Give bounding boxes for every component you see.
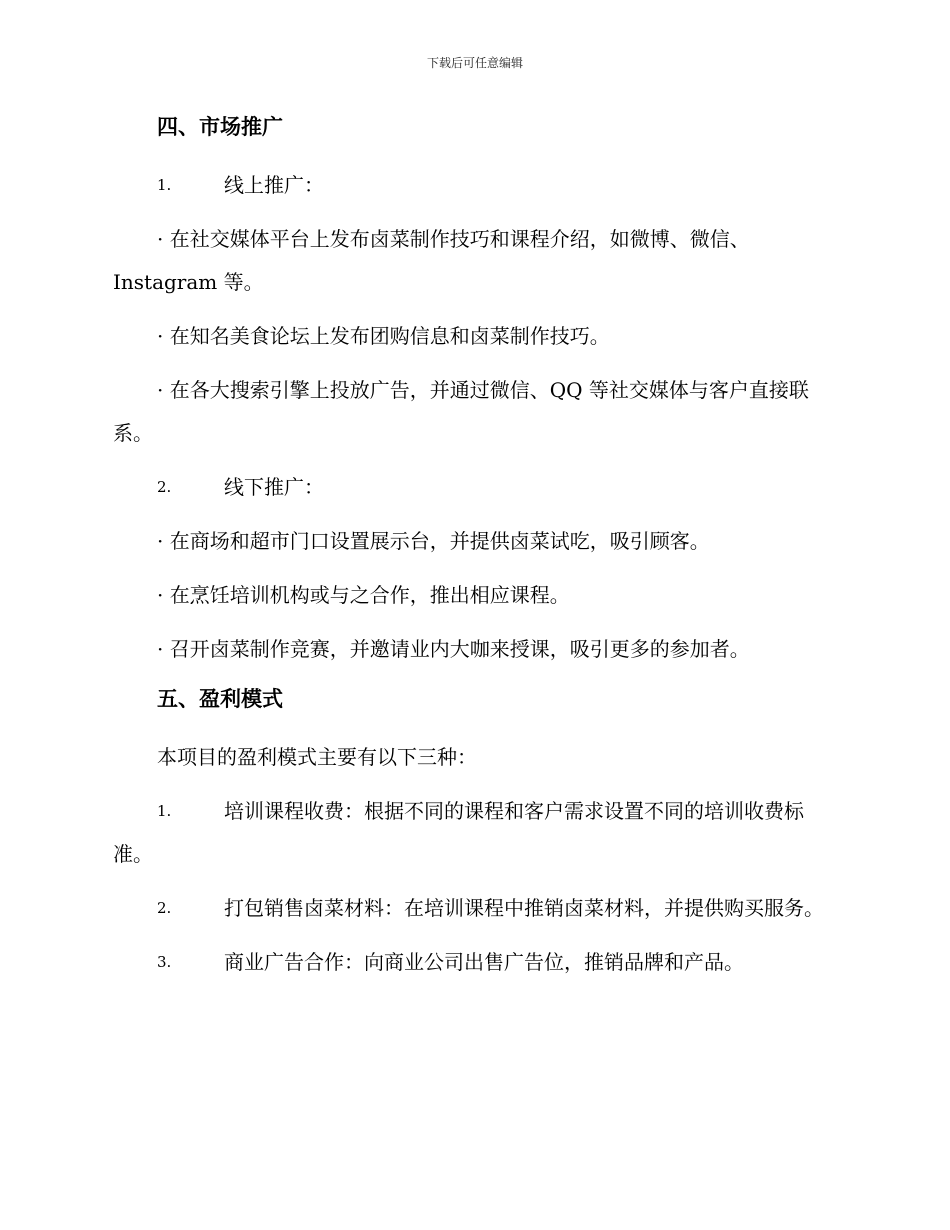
section-title-market: 四、市场推广 [157, 114, 283, 139]
bullet-item: · 在商场和超市门口设置展示台，并提供卤菜试吃，吸引顾客。 [157, 529, 710, 553]
numbered-item [113, 790, 838, 876]
bullet-item: · 在知名美食论坛上发布团购信息和卤菜制作技巧。 [157, 324, 610, 348]
numbered-item-text: 培训课程收费：根据不同的课程和客户需求设置不同的培训收费标准。 [113, 799, 804, 866]
section-title-profit: 五、盈利模式 [157, 686, 283, 711]
list-number: 1. [157, 176, 172, 194]
numbered-item [113, 887, 838, 930]
numbered-item-text: 打包销售卤菜材料：在培训课程中推销卤菜材料，并提供购买服务。 [224, 896, 824, 920]
page-header: 下载后可任意编辑 [426, 56, 523, 70]
list-number: 2. [157, 478, 172, 496]
subsection-label: 线下推广： [224, 475, 324, 499]
subsection-label: 线上推广： [224, 173, 324, 197]
profit-intro: 本项目的盈利模式主要有以下三种： [157, 745, 477, 769]
list-number: 1. [157, 802, 172, 820]
document-body [113, 110, 838, 995]
subsection-online [113, 164, 838, 207]
list-number: 3. [157, 953, 172, 971]
bullet-item: · 在各大搜索引擎上投放广告，并通过微信、QQ 等社交媒体与客户直接联系。 [113, 378, 809, 445]
bullet-item: · 在烹饪培训机构或与之合作，推出相应课程。 [157, 583, 570, 607]
numbered-item-text: 商业广告合作：向商业公司出售广告位，推销品牌和产品。 [224, 950, 744, 974]
bullet-item: · 在社交媒体平台上发布卤菜制作技巧和课程介绍，如微博、微信、Instagram 等。 [113, 227, 750, 294]
subsection-offline [113, 466, 838, 509]
list-number: 2. [157, 899, 172, 917]
bullet-item: · 召开卤菜制作竞赛，并邀请业内大咖来授课，吸引更多的参加者。 [157, 637, 750, 661]
numbered-item [113, 941, 838, 984]
